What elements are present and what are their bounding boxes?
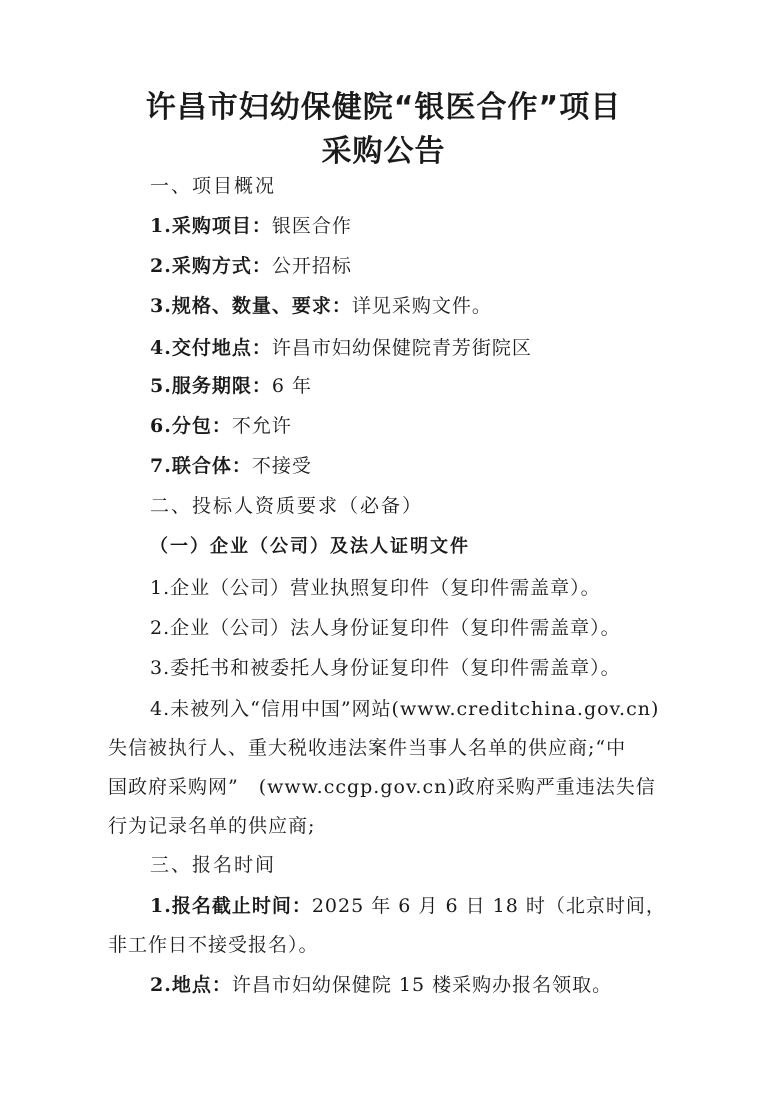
item-label: 1.报名截止时间： — [150, 895, 312, 917]
item-value: 许昌市妇幼保健院青芳街院区 — [271, 337, 532, 359]
item-label: 1.采购项目： — [150, 215, 272, 237]
item-value: 不允许 — [231, 415, 292, 437]
item-label: 6.分包： — [150, 415, 232, 437]
project-item — [150, 214, 352, 238]
item-value: 银医合作 — [271, 215, 352, 237]
requirement-item4-line: 行为记录名单的供应商; — [108, 815, 316, 837]
section2-heading: 二、投标人资质要求（必备） — [150, 495, 424, 517]
item-label: 5.服务期限： — [150, 375, 272, 397]
period-item — [150, 374, 312, 398]
spec-item — [150, 294, 492, 318]
delivery-item — [150, 336, 532, 360]
item-label: 3.规格、数量、要求： — [150, 295, 352, 317]
section3-heading: 三、报名时间 — [150, 854, 277, 876]
item-value: 不接受 — [251, 455, 312, 477]
requirement-item4-line: 失信被执行人、重大税收违法案件当事人名单的供应商;“中 — [108, 737, 627, 759]
document-title-line1: 许昌市妇幼保健院“银医合作”项目 — [145, 90, 622, 125]
item-label: 4.交付地点： — [150, 337, 272, 359]
item-label: 2.采购方式： — [150, 255, 272, 277]
item-value: 详见采购文件。 — [351, 295, 492, 317]
section1-heading: 一、项目概况 — [150, 175, 277, 197]
method-item — [150, 254, 352, 278]
consortium-item — [150, 454, 312, 478]
requirement-item4-line: 4.未被列入“信用中国”网站(www.creditchina.gov.cn) — [150, 698, 660, 720]
requirement-item: 2.企业（公司）法人身份证复印件（复印件需盖章）。 — [150, 617, 621, 639]
deadline-continuation: 非工作日不接受报名）。 — [108, 934, 319, 956]
item-value: 公开招标 — [271, 255, 352, 277]
package-item — [150, 414, 292, 438]
requirement-item: 1.企业（公司）营业执照复印件（复印件需盖章）。 — [150, 577, 601, 599]
item-value: 许昌市妇幼保健院 15 楼采购办报名领取。 — [231, 974, 613, 996]
section2-subheading: （一）企业（公司）及法人证明文件 — [150, 536, 470, 557]
requirement-item4-line: 国政府采购网” (www.ccgp.gov.cn)政府采购严重违法失信 — [108, 776, 656, 798]
document-title-line2: 采购公告 — [321, 134, 446, 169]
item-label: 7.联合体： — [150, 455, 252, 477]
item-value: 6 年 — [271, 375, 312, 397]
item-value: 2025 年 6 月 6 日 18 时（北京时间， — [311, 895, 666, 917]
deadline-item — [150, 894, 666, 918]
requirement-item: 3.委托书和被委托人身份证复印件（复印件需盖章）。 — [150, 657, 621, 679]
item-label: 2.地点： — [150, 974, 232, 996]
place-item — [150, 973, 612, 997]
